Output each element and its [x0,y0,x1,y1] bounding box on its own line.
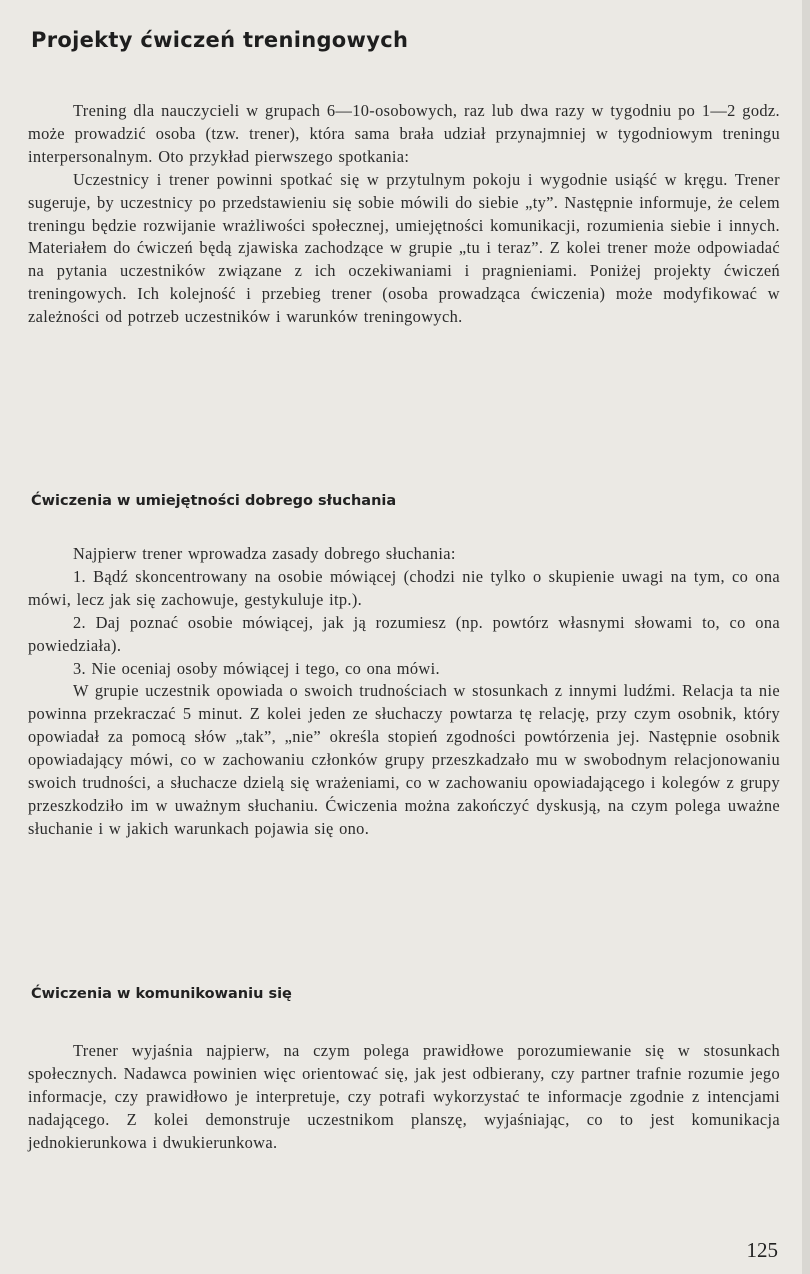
page-title: Projekty ćwiczeń treningowych [31,28,409,52]
listening-section-body [28,543,780,841]
intro-paragraph-1: Trening dla nauczycieli w grupach 6—10-osobowych, raz lub dwa razy w tygodniu po 1—2 godz. może prowadzić osoba (tzw. trener), która sama brała udział przynajmniej w tygodniowym treningu interpersonalnym. Oto przykład pierwszego spotkania: [28,101,780,166]
section-heading-communication: Ćwiczenia w komunikowaniu się [31,986,292,1002]
listening-rule-1: 1. Bądź skoncentrowany na osobie mówiącej (chodzi nie tylko o skupienie uwagi na tym, co ona mówi, lecz jak się zachowuje, gestykuluje itp.). [28,566,780,609]
intro-paragraph-2: Uczestnicy i trener powinni spotkać się w przytulnym pokoju i wygodnie usiąść w kręgu. Trener sugeruje, by uczestnicy po przedstawieniu się sobie mówili do siebie „ty”. Następnie informuje, że celem treningu będzie rozwijanie wrażliwości społecznej, umiejętności komunikacji, rozumienia siebie i innych. Materiałem do ćwiczeń będą zjawiska zachodzące w grupie „tu i teraz”. Z kolei trener może odpowiadać na pytania uczestników związane z ich oczekiwaniami i pragnieniami. Poniżej projekty ćwiczeń treningowych. Ich kolejność i przebieg trener (osoba prowadząca ćwiczenia) może modyfikować w zależności od potrzeb uczestników i warunków treningowych. [28,169,780,327]
section-heading-listening: Ćwiczenia w umiejętności dobrego słuchania [31,493,397,509]
listening-exercise-description: W grupie uczestnik opowiada o swoich trudnościach w stosunkach z innymi ludźmi. Relacja ta nie powinna przekraczać 5 minut. Z kolei jeden ze słuchaczy powtarza tę relację, przy czym osobnik, który opowiadał za pomocą słów „tak”, „nie” określa stopień zgodności powtórzenia jej. Następnie osobnik opowiadający mówi, co w zachowaniu członków grupy przeszkadzało mu w swobodnym relacjonowaniu swoich trudności, a słuchacze dzielą się wrażeniami, co w zachowaniu opowiadającego i kolegów z grupy przeszkodziło im w uważnym słuchaniu. Ćwiczenia można zakończyć dyskusją, na czym polega uważne słuchanie i w jakich warunkach pojawia się ono. [28,681,780,838]
communication-section-body [28,1040,780,1155]
page-edge-shadow [802,0,810,1274]
communication-paragraph: Trener wyjaśnia najpierw, na czym polega prawidłowe porozumiewanie się w stosunkach społecznych. Nadawca powinien więc orientować się, jak jest odbierany, czy partner trafnie rozumie jego informacje, czy prawidłowo je interpretuje, czy potrafi wykorzystać te informacje zgodnie z intencjami nadającego. Z kolei demonstruje uczestnikom planszę, wyjaśniając, co to jest komunikacja jednokierunkowa i dwukierunkowa. [28,1041,780,1152]
intro-block [28,100,780,329]
page-number: 125 [746,1238,778,1262]
listening-intro: Najpierw trener wprowadza zasady dobrego słuchania: [73,544,456,563]
listening-rule-2: 2. Daj poznać osobie mówiącej, jak ją rozumiesz (np. powtórz własnymi słowami to, co ona powiedziała). [28,612,780,655]
listening-rule-3: 3. Nie oceniaj osoby mówiącej i tego, co ona mówi. [73,658,440,678]
